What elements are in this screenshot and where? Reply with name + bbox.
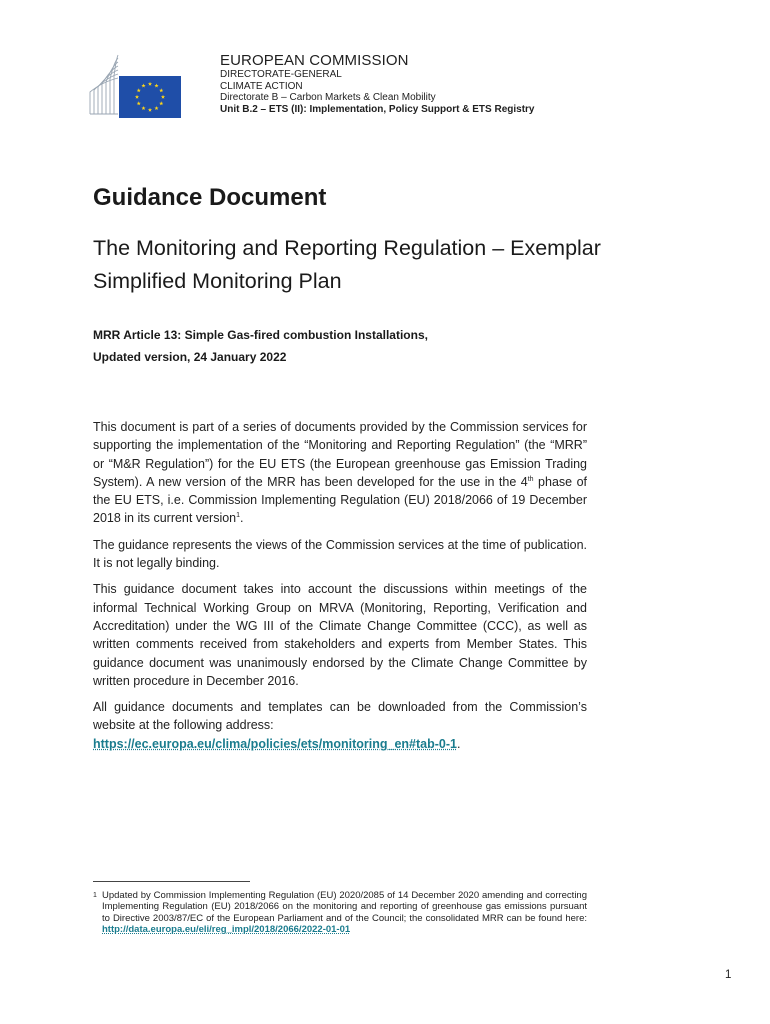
organisation-block (220, 52, 534, 115)
footnote-reference[interactable]: 1 (236, 512, 241, 520)
paragraph-discussions: This guidance document takes into account the discussions within meetings of the informal Technical Working Group on MRVA (Monitoring, Reporting, Verification and Accreditation) under the WG III of the Climate Change Committee (CCC), as well as written comments received from stakeholders and experts from Member States. This guidance document was unanimously endorsed by the Climate Change Committee by written procedure in December 2016. (93, 582, 587, 688)
guidance-link[interactable]: https://ec.europa.eu/clima/policies/ets/monitoring_en#tab-0-1 (93, 736, 457, 751)
document-title: Guidance Document (93, 184, 327, 211)
footnote-separator (93, 881, 250, 882)
paragraph-views: The guidance represents the views of the Commission services at the time of publication. It is not legally binding. (93, 537, 587, 571)
version-date: Updated version, 24 January 2022 (93, 350, 287, 364)
directorate: Directorate B – Carbon Markets & Clean Mobility (220, 92, 436, 103)
european-commission-logo (88, 52, 183, 118)
page-number: 1 (725, 969, 732, 981)
document-subtitle: The Monitoring and Reporting Regulation – Exemplar Simplified Monitoring Plan (93, 236, 601, 293)
unit: Unit B.2 – ETS (II): Implementation, Policy Support & ETS Registry (220, 103, 535, 115)
organisation-name: EUROPEAN COMMISSION (220, 52, 409, 69)
body-text (93, 418, 587, 761)
paragraph-downloads: All guidance documents and templates can be downloaded from the Commission’s website at the following address: https://ec.europa.eu/clima/policies/ets/monitoring_en#tab-0-1. (93, 700, 587, 751)
dg-name: CLIMATE ACTION (220, 80, 303, 92)
footnote-number: 1 (93, 892, 97, 899)
paragraph-intro: This document is part of a series of documents provided by the Commission services for supporting the implementation of the “Monitoring and Reporting Regulation” (the “MRR” or “M&R Regulation”) for the EU ETS (the European greenhouse gas Emission Trading System). A new version of the MRR has been developed for the use in the 4th phase of the EU ETS, i.e. Commission Implementing Regulation (EU) 2018/2066 of 19 December 2018 in its current version$^1$. (93, 420, 587, 526)
directorate-general: DIRECTORATE-GENERAL (220, 69, 342, 80)
footnote-text: Updated by Commission Implementing Regulation (EU) 2020/2085 of 14 December 2020 amending and correcting Implementing Regulation (EU) 2018/2066 on the monitoring and reporting of greenhouse gas emissions pursuant to Directive 2003/87/EC of the European Parliament and of the Council; the consolidated MRR can be found here: (102, 890, 587, 924)
ordinal-superscript: th (527, 475, 534, 483)
footnote (93, 890, 587, 936)
footnote-link[interactable]: http://data.europa.eu/eli/reg_impl/2018/2066/2022-01-01 (102, 924, 351, 936)
article-reference: MRR Article 13: Simple Gas-fired combustion Installations, (93, 328, 428, 342)
